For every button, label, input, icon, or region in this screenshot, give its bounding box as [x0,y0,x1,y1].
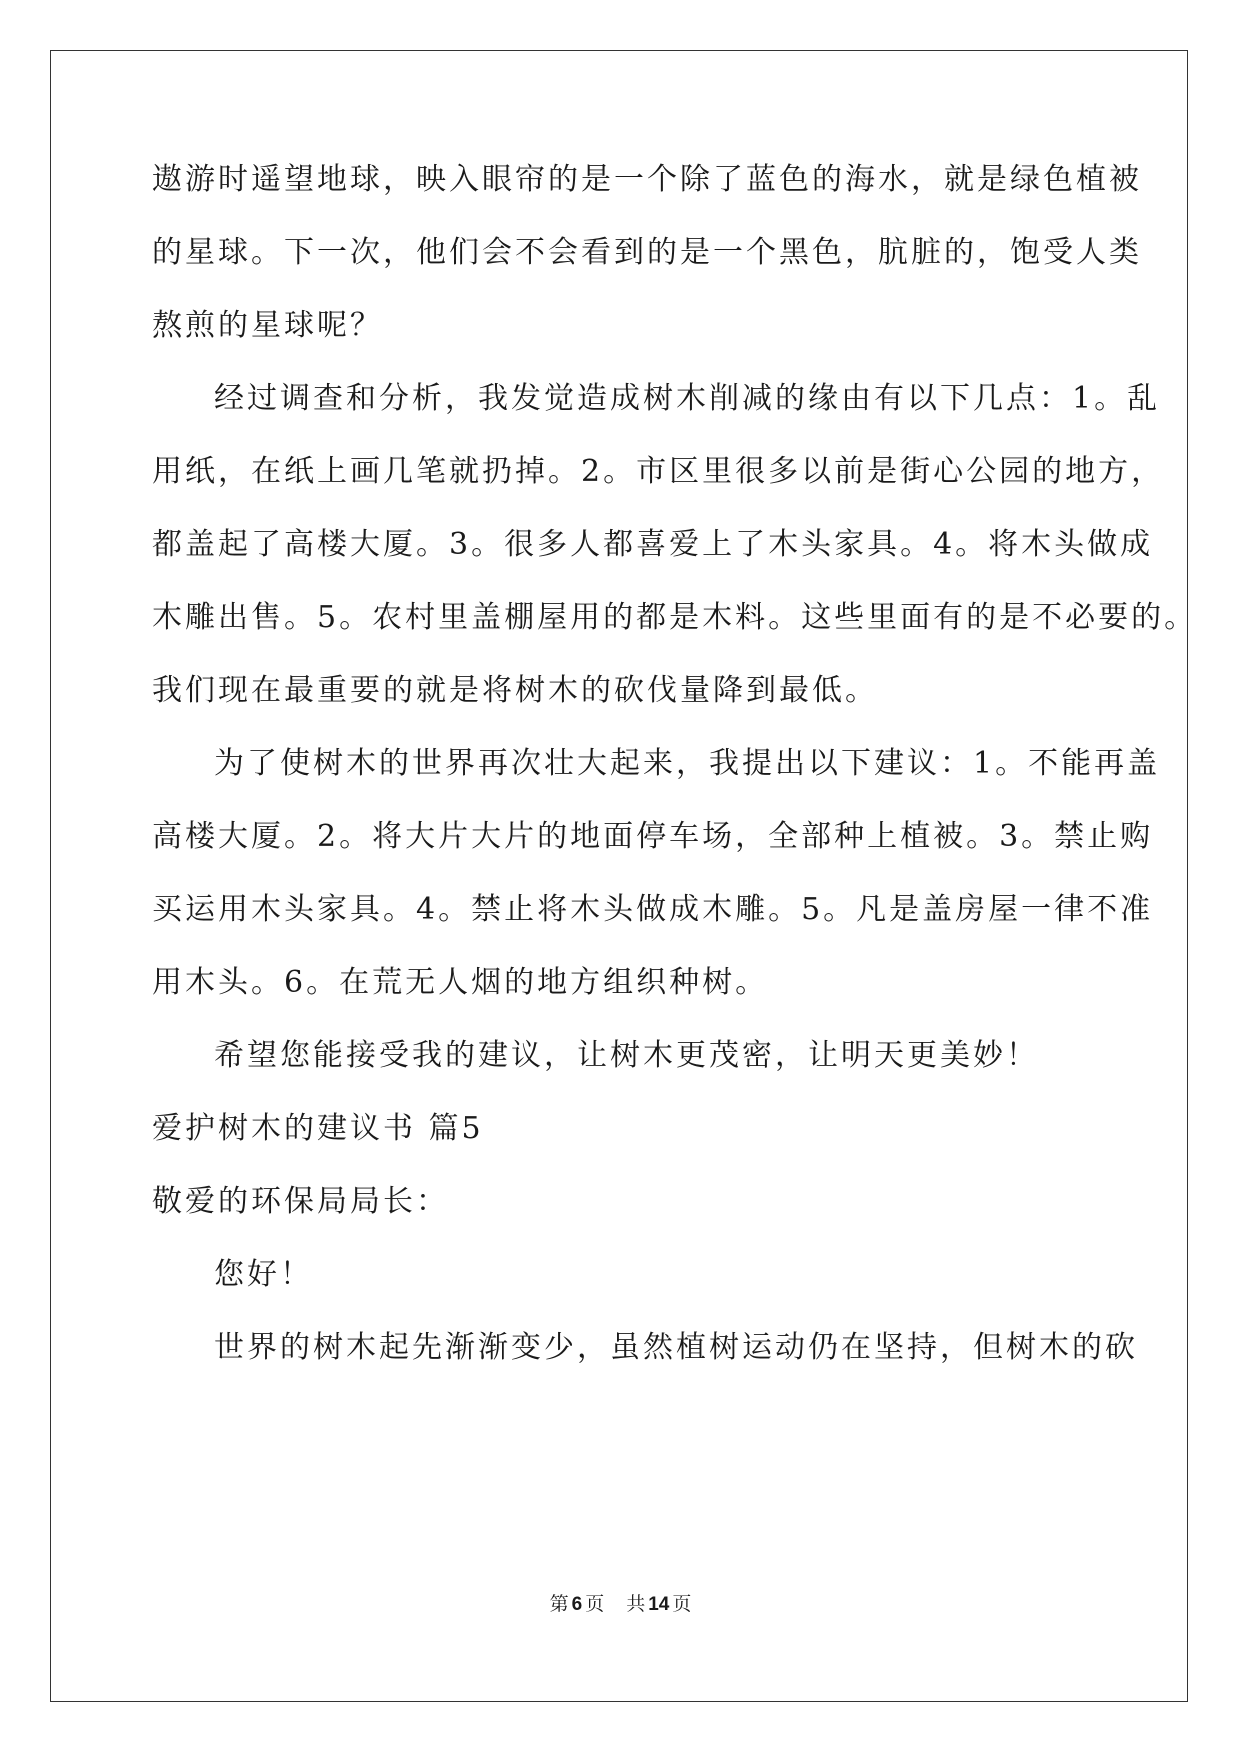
paragraph-line: 遨游时遥望地球，映入眼帘的是一个除了蓝色的海水，就是绿色植被 [152,162,1142,197]
paragraph-line: 希望您能接受我的建议，让树木更茂密，让明天更美妙！ [214,1038,1039,1073]
page-border [50,50,1188,1702]
page-footer [0,1592,1241,1617]
greeting: 您好！ [214,1257,313,1292]
page-suffix: 页 [585,1593,605,1615]
total-suffix: 页 [672,1593,692,1615]
paragraph-line: 买运用木头家具。4。禁止将木头做成木雕。5。凡是盖房屋一律不准 [152,892,1154,927]
paragraph-line: 熬煎的星球呢？ [152,308,383,343]
paragraph-line: 高楼大厦。2。将大片大片的地面停车场，全部种上植被。3。禁止购 [152,819,1154,854]
paragraph-line: 我们现在最重要的就是将树木的砍伐量降到最低。 [152,673,878,708]
paragraph-line: 世界的树木起先渐渐变少，虽然植树运动仍在坚持，但树木的砍 [214,1330,1138,1365]
page-prefix: 第 [549,1593,569,1615]
page-number: 6 [571,1594,583,1615]
paragraph-line: 用木头。6。在荒无人烟的地方组织种树。 [152,965,769,1000]
paragraph-line: 的星球。下一次，他们会不会看到的是一个黑色，肮脏的，饱受人类 [152,235,1142,270]
section-heading: 爱护树木的建议书 篇5 [152,1111,484,1146]
paragraph-line: 用纸，在纸上画几笔就扔掉。2。市区里很多以前是街心公园的地方， [152,454,1165,489]
total-pages: 14 [648,1594,670,1615]
paragraph-line: 为了使树木的世界再次壮大起来，我提出以下建议：1。不能再盖 [214,746,1161,781]
paragraph-line: 木雕出售。5。农村里盖棚屋用的都是木料。这些里面有的是不必要的。 [152,600,1198,635]
salutation: 敬爱的环保局局长： [152,1184,449,1219]
paragraph-line: 经过调查和分析，我发觉造成树木削减的缘由有以下几点：1。乱 [214,381,1161,416]
paragraph-line: 都盖起了高楼大厦。3。很多人都喜爱上了木头家具。4。将木头做成 [152,527,1154,562]
total-prefix: 共 [626,1593,646,1615]
